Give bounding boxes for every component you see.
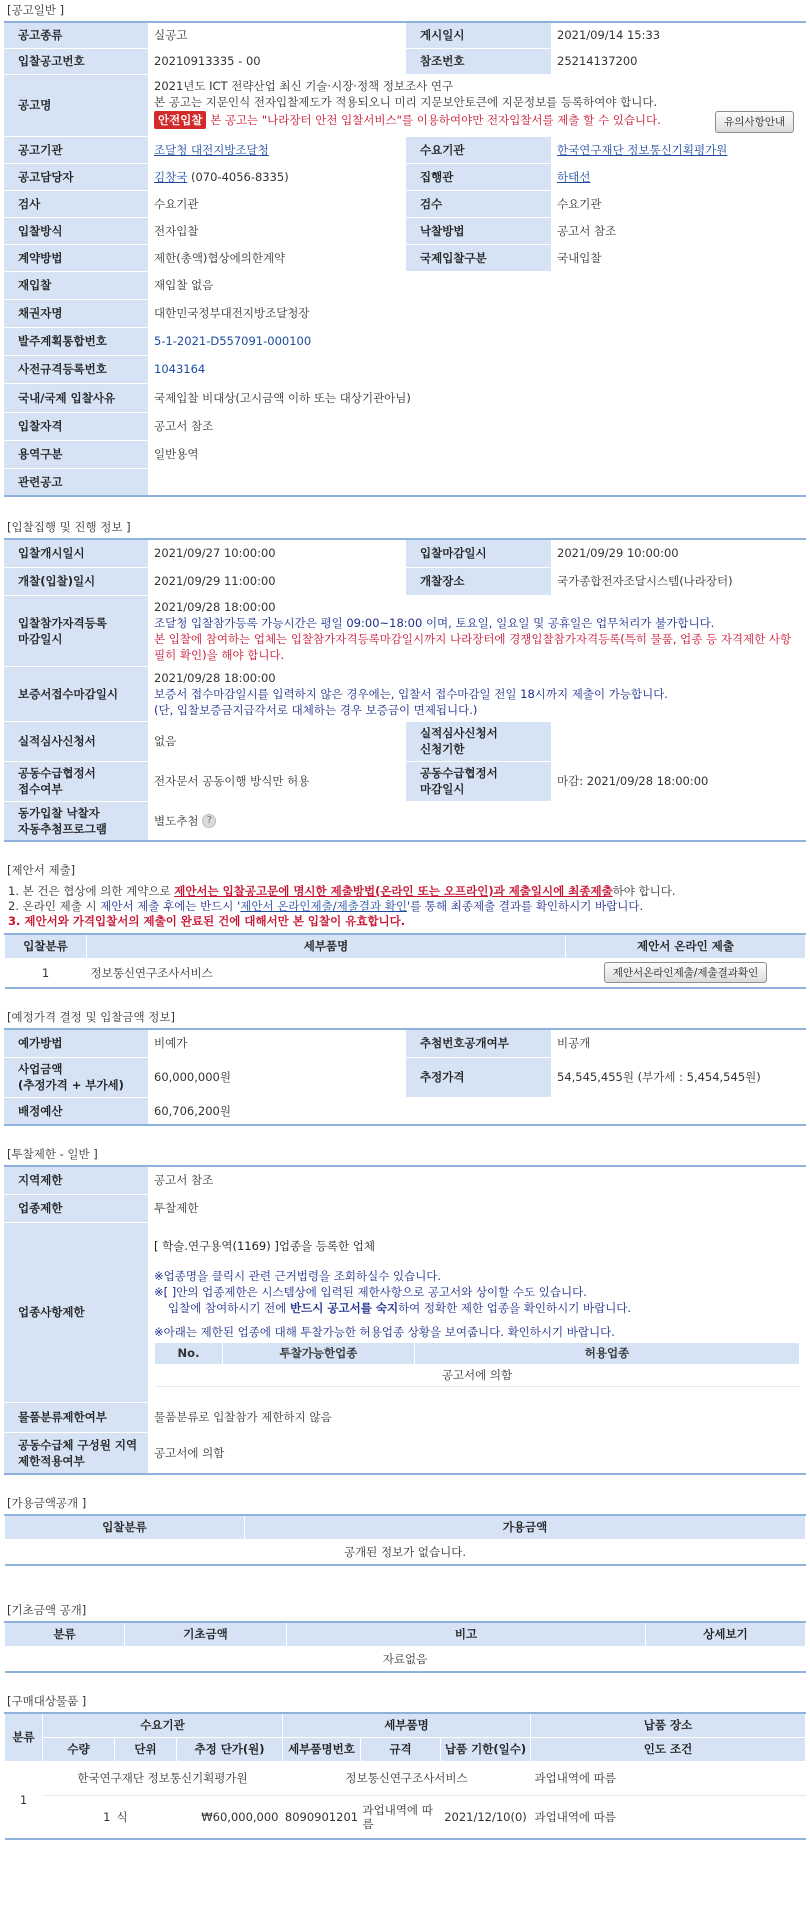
creditor-label: 채권자명 <box>4 299 148 327</box>
agency-label: 공고기관 <box>4 136 148 163</box>
prestd-link[interactable]: 1043164 <box>154 362 206 376</box>
reg-deadline-date: 2021/09/28 18:00:00 <box>154 599 276 614</box>
row-due: 2021/12/10(0) <box>441 1795 531 1839</box>
qualification-value: 공고서 참조 <box>148 412 806 440</box>
industry-link[interactable]: [ 학술.연구용역(1169) ]업종을 등록한 업체 <box>154 1238 376 1253</box>
bid-end-label: 입찰마감일시 <box>406 539 551 567</box>
general-info-table <box>4 21 806 497</box>
col-allowed: 투찰가능한업종 <box>223 1342 415 1364</box>
row-spec: 과업내역에 따름 <box>361 1795 441 1839</box>
proposal-notice-1: 1. 본 건은 협상에 의한 계약으로 제안서는 입찰공고문에 명시한 제출방법(온라인 또는 오프라인)과 제출일시에 최종제출하야 합니다. <box>8 884 676 898</box>
goods-restrict-label: 물품분류제한여부 <box>4 1402 148 1432</box>
price-table <box>4 1028 806 1126</box>
region-label: 지역제한 <box>4 1166 148 1194</box>
accept-label: 검수 <box>406 190 551 217</box>
proposal-table <box>4 933 806 989</box>
col-unit-price: 추정 단가(원) <box>177 1737 283 1761</box>
section-title-proposal: [제안서 제출] <box>7 863 76 877</box>
executor-link[interactable]: 하태선 <box>557 169 591 184</box>
manager-link[interactable]: 김창국 <box>154 169 188 184</box>
col-spec: 규격 <box>361 1737 441 1761</box>
fingerprint-notice: 본 공고는 지문인식 전자입찰제도가 적용되오니 미리 지문보안토큰에 지문정보를 등록하여야 합니다. <box>154 94 658 109</box>
col-bid-type: 입찰분류 <box>5 934 87 958</box>
usable-amount-table <box>4 1514 806 1566</box>
section-title-usable: [가용금액공개 ] <box>7 1496 87 1510</box>
ref-no-value: 25214137200 <box>551 48 806 74</box>
base-amount-table <box>4 1621 806 1673</box>
restrict-table <box>4 1165 806 1475</box>
guarantee-deadline-value <box>148 666 806 721</box>
inspect-label: 검사 <box>4 190 148 217</box>
col-demand-agency: 수요기관 <box>43 1713 283 1737</box>
item-restrict-label: 업종사항제한 <box>4 1222 148 1402</box>
budget-value: 60,706,200원 <box>148 1097 806 1125</box>
bid-no-label: 입찰공고번호 <box>4 48 148 74</box>
row-item-code: 8090901201 <box>283 1795 361 1839</box>
table-row: 공고서에 의함 <box>155 1364 800 1386</box>
joint-region-label: 공동수급체 구성원 지역 제한적용여부 <box>4 1432 148 1474</box>
biz-amount-label: 사업금액 (추정가격 + 부가세) <box>4 1057 148 1097</box>
joint-value: 전자문서 공동이행 방식만 허용 <box>148 761 406 801</box>
open-place-value: 국가종합전자조달시스템(나라장터) <box>551 567 806 595</box>
budget-label: 배정예산 <box>4 1097 148 1125</box>
guarantee-note: 보증서 접수마감일시를 입력하지 않은 경우에는, 입찰서 접수마감일 전일 18시까지 제출이 가능합니다. <box>154 686 668 701</box>
section-title-purchase: [구매대상물품 ] <box>7 1694 87 1708</box>
intl-reason-label: 국내/국제 입찰사유 <box>4 383 148 412</box>
est-price-label: 추정가격 <box>406 1057 551 1097</box>
executor-label: 집행관 <box>406 163 551 190</box>
restrict-note-4: ※아래는 제한된 업종에 대해 투찰가능한 허용업종 상황을 보여줍니다. 확인하시기 바랍니다. <box>154 1324 615 1339</box>
row-qty: 1 <box>43 1795 115 1839</box>
row-demand-agency: 한국연구재단 정보통신기획평가원 <box>43 1761 283 1795</box>
announce-type-label: 공고종류 <box>4 22 148 48</box>
safe-bid-notice: 본 공고는 "나라장터 안전 입찰서비스"를 이용하여야만 전자입찰서를 제출 할 수 있습니다. <box>210 112 661 127</box>
proposal-notice-list <box>4 881 806 933</box>
item-restrict-value <box>148 1222 806 1402</box>
intl-label: 국제입찰구분 <box>406 244 551 271</box>
plan-no-link[interactable]: 5-1-2021-D557091-000100 <box>154 334 312 348</box>
joint-label: 공동수급협정서 접수여부 <box>4 761 148 801</box>
exam-due-label: 실적심사신청서 신청기한 <box>406 721 551 761</box>
service-type-value: 일반용역 <box>148 440 806 468</box>
related-value <box>148 468 806 496</box>
post-date-label: 게시일시 <box>406 22 551 48</box>
inspect-value: 수요기관 <box>148 190 406 217</box>
proposal-notice-3: 3. 제안서와 가격입찰서의 제출이 완료된 건에 대해서만 본 입찰이 유효합니다. <box>8 914 406 928</box>
prestd-label: 사전규격등록번호 <box>4 355 148 383</box>
plan-no-label: 발주계획통합번호 <box>4 327 148 355</box>
section-title-base: [기초금액 공개] <box>7 1603 87 1617</box>
col-bid-type: 입찰분류 <box>5 1515 245 1539</box>
goods-restrict-value: 물품분류로 입찰참가 제한하지 않음 <box>148 1402 806 1432</box>
row-unit-price: ₩60,000,000 <box>177 1795 283 1839</box>
help-icon[interactable]: ? <box>202 814 216 828</box>
related-label: 관련공고 <box>4 468 148 496</box>
notice-guide-button[interactable]: 유의사항안내 <box>715 111 794 133</box>
agency-link[interactable]: 조달청 대전지방조달청 <box>154 142 269 157</box>
section-title-progress: [입찰집행 및 진행 정보 ] <box>7 520 131 534</box>
table-row: 공개된 정보가 없습니다. <box>5 1539 806 1565</box>
row-delivery-place: 과업내역에 따름 <box>531 1761 806 1795</box>
exam-label: 실적심사신청서 <box>4 721 148 761</box>
auto-draw-label: 동가입찰 낙찰자 자동추첨프로그램 <box>4 801 148 841</box>
row-delivery-cond: 과업내역에 따름 <box>531 1795 806 1839</box>
biz-restrict-value: 투찰제한 <box>148 1194 806 1222</box>
accept-value: 수요기관 <box>551 190 806 217</box>
section-title-general: [공고일반 ] <box>7 3 65 17</box>
restrict-note-1: ※업종명을 클릭시 관련 근거법령을 조회하실수 있습니다. <box>154 1268 442 1283</box>
col-no: No. <box>155 1342 223 1364</box>
open-date-value: 2021/09/29 11:00:00 <box>148 567 406 595</box>
auto-draw-text: 별도추첨 <box>154 813 199 828</box>
post-date-value: 2021/09/14 15:33 <box>551 22 806 48</box>
allowed-industry-table <box>154 1342 800 1387</box>
table-row: 1 한국연구재단 정보통신기획평가원 정보통신연구조사서비스 과업내역에 따름 <box>5 1761 806 1795</box>
price-method-label: 예가방법 <box>4 1029 148 1057</box>
reg-deadline-label: 입찰참가자격등록 마감일시 <box>4 595 148 666</box>
open-date-label: 개찰(입찰)일시 <box>4 567 148 595</box>
ref-no-label: 참조번호 <box>406 48 551 74</box>
award-method-value: 공고서 참조 <box>551 217 806 244</box>
joint-region-value: 공고서에 의함 <box>148 1432 806 1474</box>
biz-restrict-label: 업종제한 <box>4 1194 148 1222</box>
manager-phone: (070-4056-8335) <box>190 169 289 184</box>
draw-open-value: 비공개 <box>551 1029 806 1057</box>
col-due: 납품 기한(일수) <box>441 1737 531 1761</box>
bid-no-value: 20210913335 - 00 <box>148 48 406 74</box>
col-permit: 허용업종 <box>415 1342 800 1364</box>
col-delivery-cond: 인도 조건 <box>531 1737 806 1761</box>
region-value: 공고서 참조 <box>148 1166 806 1194</box>
creditor-value: 대한민국정부대전지방조달청장 <box>148 299 806 327</box>
table-row: 자료없음 <box>5 1646 806 1672</box>
guarantee-exemption-note: (단, 입찰보증금지급각서로 대체하는 경우 보증금이 면제됩니다.) <box>154 702 478 717</box>
table-row: 1 정보통신연구조사서비스 제안서온라인제출/제출결과확인 <box>5 958 806 988</box>
price-method-value: 비예가 <box>148 1029 406 1057</box>
auto-draw-value <box>148 801 806 841</box>
bid-start-value: 2021/09/27 10:00:00 <box>148 539 406 567</box>
draw-open-label: 추첨번호공개여부 <box>406 1029 551 1057</box>
col-class: 분류 <box>5 1622 125 1646</box>
purchase-table <box>4 1712 806 1840</box>
proposal-notice-2: 2. 온라인 제출 시 제안서 제출 후에는 반드시 '제안서 온라인제출/제출결과 확인'를 통해 최종제출 결과를 확인하시기 바랍니다. <box>8 899 644 913</box>
proposal-online-link[interactable]: 제안서 온라인제출/제출결과 확인 <box>240 899 407 913</box>
title-line: 2021년도 ICT 전략산업 최신 기술·시장·정책 정보조사 연구 <box>154 78 454 93</box>
reg-note-hours: 조달청 입찰참가등록 가능시간은 평일 09:00~18:00 이며, 토요일, 일요일 및 공휴일은 업무처리가 불가합니다. <box>154 615 715 630</box>
manager-label: 공고담당자 <box>4 163 148 190</box>
rebid-label: 재입찰 <box>4 271 148 299</box>
demand-agency-label: 수요기관 <box>406 136 551 163</box>
service-type-label: 용역구분 <box>4 440 148 468</box>
bid-method-label: 입찰방식 <box>4 217 148 244</box>
joint-due-value: 마감: 2021/09/28 18:00:00 <box>551 761 806 801</box>
col-base-amount: 기초금액 <box>125 1622 287 1646</box>
col-item-name: 세부품명 <box>87 934 566 958</box>
exam-value: 없음 <box>148 721 406 761</box>
row-unit: 식 <box>115 1795 177 1839</box>
restrict-note-2: ※[ ]안의 업종제한은 시스템상에 입력된 제한사항으로 공고서와 상이할 수도 있습니다. <box>154 1284 587 1299</box>
announce-type-value: 실공고 <box>148 22 406 48</box>
col-detail-view: 상세보기 <box>646 1622 806 1646</box>
col-unit: 단위 <box>115 1737 177 1761</box>
guarantee-deadline-date: 2021/09/28 18:00:00 <box>154 670 276 685</box>
exam-due-value <box>551 721 806 761</box>
contract-label: 계약방법 <box>4 244 148 271</box>
award-method-label: 낙찰방법 <box>406 217 551 244</box>
contract-value: 제한(총액)협상에의한계약 <box>148 244 406 271</box>
est-price-value: 54,545,455원 (부가세 : 5,454,545원) <box>551 1057 806 1097</box>
qualification-label: 입찰자격 <box>4 412 148 440</box>
col-item-code: 세부품명번호 <box>283 1737 361 1761</box>
col-qty: 수량 <box>43 1737 115 1761</box>
open-place-label: 개찰장소 <box>406 567 551 595</box>
col-online-submit: 제안서 온라인 제출 <box>566 934 806 958</box>
intl-value: 국내입찰 <box>551 244 806 271</box>
col-class: 분류 <box>5 1713 43 1761</box>
proposal-submit-button[interactable]: 제안서온라인제출/제출결과확인 <box>604 962 768 983</box>
guarantee-deadline-label: 보증서접수마감일시 <box>4 666 148 721</box>
row-detail-item: 정보통신연구조사서비스 <box>283 1761 531 1795</box>
bid-end-value: 2021/09/29 10:00:00 <box>551 539 806 567</box>
safe-bid-badge: 안전입찰 <box>154 111 206 129</box>
reg-note-qualification: 본 입찰에 참여하는 업체는 입찰참가자격등록마감일시까지 나라장터에 경쟁입찰참가자격등록(특히 물품, 업종 등 자격제한 사항 필히 확인)을 해야 합니다. <box>154 631 792 662</box>
section-title-price: [예정가격 결정 및 입찰금액 정보] <box>7 1010 176 1024</box>
section-title-restrict: [투찰제한 - 일반 ] <box>7 1147 98 1161</box>
rebid-value: 재입찰 없음 <box>148 271 806 299</box>
intl-reason-value: 국제입찰 비대상(고시금액 이하 또는 대상기관아님) <box>148 383 806 412</box>
progress-table <box>4 538 806 842</box>
bid-method-value: 전자입찰 <box>148 217 406 244</box>
title-value <box>148 74 806 136</box>
biz-amount-value: 60,000,000원 <box>148 1057 406 1097</box>
col-usable-amount: 가용금액 <box>245 1515 806 1539</box>
joint-due-label: 공동수급협정서 마감일시 <box>406 761 551 801</box>
col-delivery-place: 납품 장소 <box>531 1713 806 1737</box>
col-detail-item: 세부품명 <box>283 1713 531 1737</box>
table-row <box>5 1795 806 1839</box>
restrict-note-3: 입찰에 참여하시기 전에 반드시 공고서를 숙지하여 정확한 제한 업종을 확인하시기 바랍니다. <box>168 1300 632 1315</box>
title-label: 공고명 <box>4 74 148 136</box>
bid-start-label: 입찰개시일시 <box>4 539 148 567</box>
col-note: 비고 <box>287 1622 646 1646</box>
demand-agency-link[interactable]: 한국연구재단 정보통신기획평가원 <box>557 142 728 157</box>
reg-deadline-value <box>148 595 806 666</box>
